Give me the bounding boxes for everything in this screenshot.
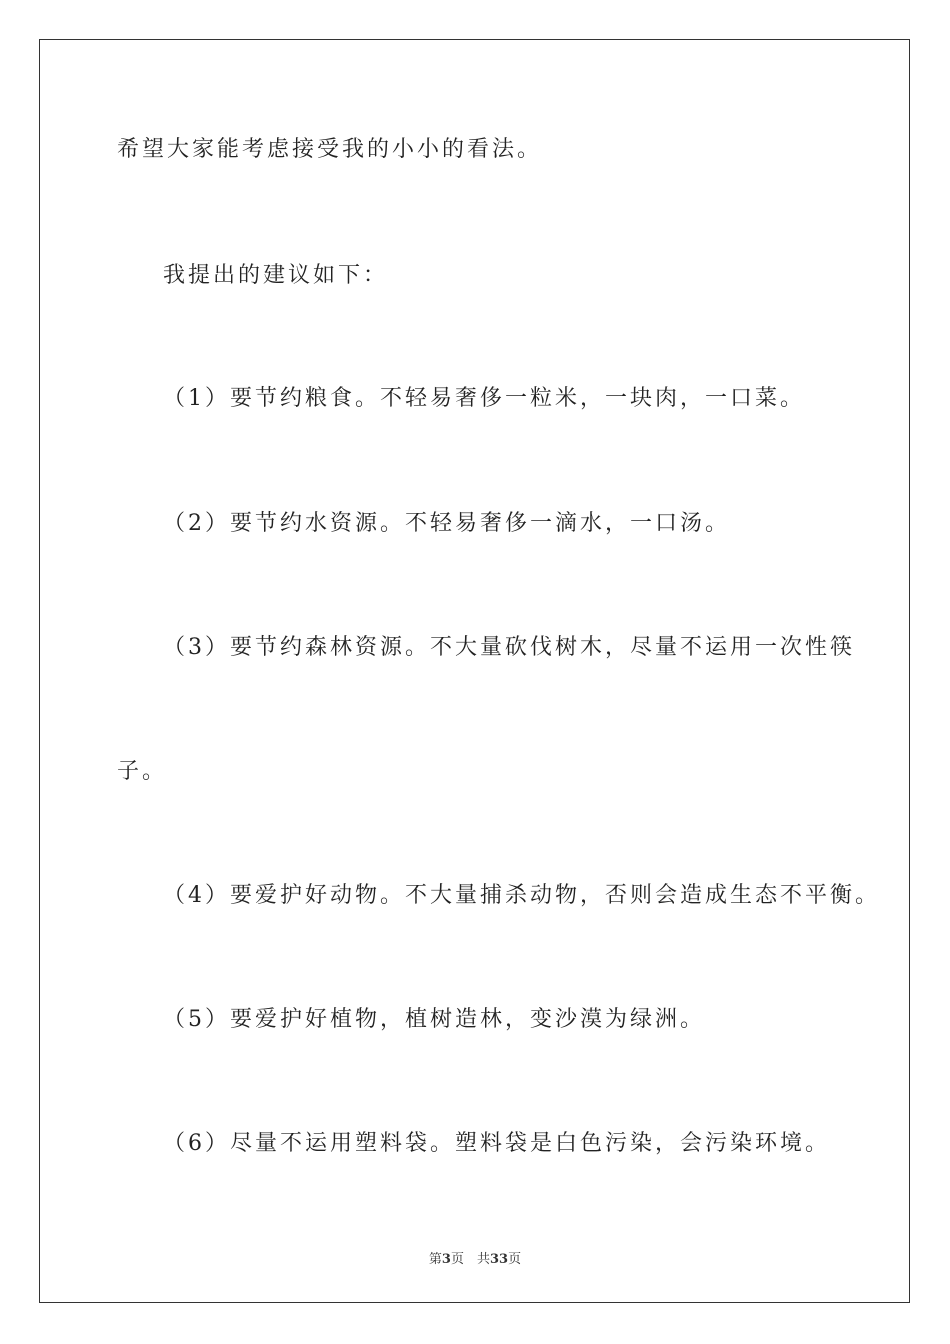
paragraph-line-3: （1）要节约粮食。不轻易奢侈一粒米，一块肉，一口菜。	[163, 386, 805, 411]
page-border	[39, 39, 910, 1303]
paragraph-line-2: 我提出的建议如下：	[163, 263, 389, 288]
page-footer	[0, 1248, 950, 1267]
footer-total-pages: 33	[489, 1252, 509, 1267]
footer-suffix: 页	[508, 1252, 522, 1267]
paragraph-line-9: （6）尽量不运用塑料袋。塑料袋是白色污染，会污染环境。	[163, 1131, 830, 1156]
paragraph-line-1: 希望大家能考虑接受我的小小的看法。	[117, 137, 543, 162]
paragraph-line-8: （5）要爱护好植物，植树造林，变沙漠为绿洲。	[163, 1007, 705, 1032]
paragraph-line-5: （3）要节约森林资源。不大量砍伐树木，尽量不运用一次性筷	[163, 635, 855, 660]
footer-page-number: 3	[441, 1252, 451, 1267]
paragraph-line-4: （2）要节约水资源。不轻易奢侈一滴水，一口汤。	[163, 511, 730, 536]
footer-prefix: 第	[428, 1252, 442, 1267]
paragraph-line-7: （4）要爱护好动物。不大量捕杀动物，否则会造成生态不平衡。	[163, 883, 880, 908]
paragraph-line-6: 子。	[117, 759, 168, 784]
footer-middle: 页 共	[450, 1252, 490, 1267]
